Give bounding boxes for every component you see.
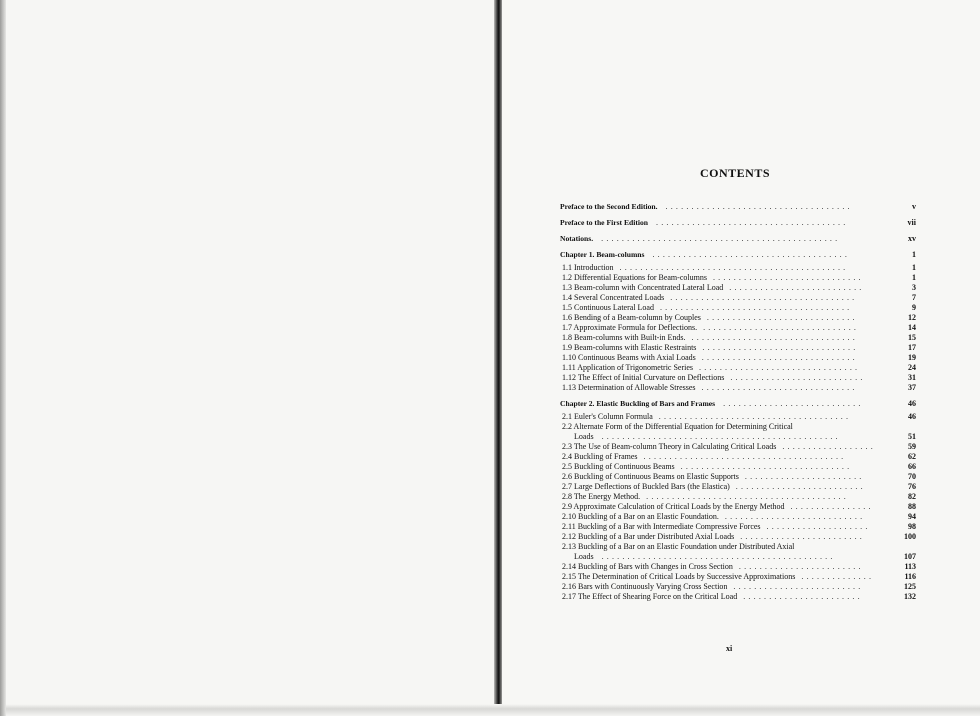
- entry-title: 1.10 Continuous Beams with Axial Loads: [562, 353, 696, 362]
- bottom-page-edge: [6, 704, 980, 716]
- entry-page-number: 12: [908, 313, 916, 322]
- entry-title: 2.3 The Use of Beam-column Theory in Calculating Critical Loads: [562, 442, 777, 451]
- section-entry: [560, 283, 916, 293]
- entry-page-number: 14: [908, 323, 916, 332]
- entry-title: 1.13 Determination of Allowable Stresses: [562, 383, 696, 392]
- section-entry: [560, 323, 916, 333]
- leader-dots: ..............................................: [601, 234, 841, 243]
- leader-dots: ........................: [740, 532, 866, 541]
- entry-page-number: 7: [912, 293, 916, 302]
- section-entry: [560, 452, 916, 462]
- leader-dots: ..........................: [729, 283, 865, 292]
- section-entry: [560, 502, 916, 512]
- blank-left-page: [6, 0, 498, 716]
- entry-title: 2.12 Buckling of a Bar under Distributed Axial Loads: [562, 532, 735, 541]
- section-entry: [560, 542, 916, 552]
- leader-dots: ......................................: [652, 250, 851, 259]
- leader-dots: ...........................: [724, 512, 866, 521]
- section-entry: [560, 522, 916, 532]
- entry-title: 2.13 Buckling of a Bar on an Elastic Foundation under Distributed Axial: [562, 542, 795, 551]
- leader-dots: ..................: [782, 442, 876, 451]
- entry-title: 2.14 Buckling of Bars with Changes in Cross Section: [562, 562, 733, 571]
- section-entry: [560, 313, 916, 323]
- entry-page-number: 24: [908, 363, 916, 372]
- entry-page-number: 46: [908, 399, 916, 408]
- section-entry: [560, 422, 916, 432]
- entry-page-number: 94: [908, 512, 916, 521]
- leader-dots: ..............................: [701, 353, 858, 362]
- entry-page-number: 62: [908, 452, 916, 461]
- entry-page-number: 46: [908, 412, 916, 421]
- entry-page-number: 19: [908, 353, 916, 362]
- entry-title: 2.10 Buckling of a Bar on an Elastic Foundation.: [562, 512, 719, 521]
- entry-title: 2.8 The Energy Method.: [562, 492, 641, 501]
- leader-dots: .......................................: [646, 492, 849, 501]
- section-entry: [560, 482, 916, 492]
- entry-page-number: 1: [912, 273, 916, 282]
- leader-dots: ........................: [738, 562, 864, 571]
- leader-dots: ....................................: [670, 293, 858, 302]
- entry-page-number: 1: [912, 250, 916, 259]
- section-entry: [560, 263, 916, 273]
- table-of-contents: [560, 202, 916, 602]
- book-gutter: [494, 0, 502, 716]
- section-entry: [560, 343, 916, 353]
- entry-page-number: v: [912, 202, 916, 211]
- section-entry: [560, 592, 916, 602]
- entry-title: 1.3 Beam-column with Concentrated Lateral Load: [562, 283, 724, 292]
- front-matter-entry: [560, 202, 916, 212]
- entry-title: Notations.: [560, 234, 594, 243]
- entry-title: Preface to the First Edition: [560, 218, 649, 227]
- entry-page-number: 100: [904, 532, 916, 541]
- entry-title: 1.7 Approximate Formula for Deflections.: [562, 323, 698, 332]
- entry-title: 1.1 Introduction: [562, 263, 614, 272]
- entry-page-number: 125: [904, 582, 916, 591]
- leader-dots: ............................................: [619, 263, 849, 272]
- leader-dots: .....................................: [656, 218, 849, 227]
- leader-dots: .....................................: [658, 412, 852, 421]
- leader-dots: ................................: [691, 333, 858, 342]
- leader-dots: .................................: [680, 462, 853, 471]
- leader-dots: ..............: [801, 572, 875, 581]
- chapter-entry: [560, 250, 916, 260]
- leader-dots: .......................: [744, 472, 865, 481]
- entry-page-number: 107: [904, 552, 916, 561]
- page-number: xi: [726, 644, 733, 653]
- entry-title: Chapter 2. Elastic Buckling of Bars and Frames: [560, 399, 716, 408]
- leader-dots: .............................: [706, 313, 858, 322]
- leader-dots: .....................................: [659, 303, 853, 312]
- entry-page-number: 113: [904, 562, 916, 571]
- section-entry: [560, 572, 916, 582]
- entry-page-number: 37: [908, 383, 916, 392]
- section-entry: [560, 462, 916, 472]
- leader-dots: ..........................: [730, 373, 866, 382]
- section-entry: [560, 363, 916, 373]
- section-entry: [560, 492, 916, 502]
- entry-title: 2.16 Bars with Continuously Varying Cross Section: [562, 582, 728, 591]
- section-entry: [560, 582, 916, 592]
- leader-dots: ....................................: [665, 202, 853, 211]
- front-matter-entry: [560, 234, 916, 244]
- entry-title: 1.12 The Effect of Initial Curvature on Deflections: [562, 373, 725, 382]
- entry-page-number: vii: [907, 218, 916, 227]
- leader-dots: ..............................: [702, 343, 859, 352]
- section-entry: [560, 552, 916, 562]
- leader-dots: ...............................: [699, 363, 861, 372]
- entry-page-number: 51: [908, 432, 916, 441]
- entry-title: Preface to the Second Edition.: [560, 202, 658, 211]
- leader-dots: .........................: [735, 482, 866, 491]
- entry-page-number: 70: [908, 472, 916, 481]
- entry-title: 2.15 The Determination of Critical Loads by Successive Approximations: [562, 572, 796, 581]
- entry-page-number: 15: [908, 333, 916, 342]
- entry-title: 1.9 Beam-columns with Elastic Restraints: [562, 343, 697, 352]
- entry-page-number: 3: [912, 283, 916, 292]
- entry-title: 2.5 Buckling of Continuous Beams: [562, 462, 675, 471]
- entry-page-number: 116: [904, 572, 916, 581]
- entry-title: 2.1 Euler's Column Formula: [562, 412, 653, 421]
- entry-title: 2.6 Buckling of Continuous Beams on Elastic Supports: [562, 472, 739, 481]
- leader-dots: ....................: [766, 522, 871, 531]
- contents-title: CONTENTS: [700, 166, 771, 180]
- leader-dots: .............................................: [601, 552, 836, 561]
- entry-page-number: 98: [908, 522, 916, 531]
- entry-title: 1.8 Beam-columns with Built-in Ends.: [562, 333, 686, 342]
- entry-page-number: 76: [908, 482, 916, 491]
- entry-title: 1.4 Several Concentrated Loads: [562, 293, 665, 302]
- section-entry: [560, 412, 916, 422]
- entry-page-number: xv: [908, 234, 916, 243]
- section-entry: [560, 373, 916, 383]
- entry-title: Loads: [574, 432, 594, 441]
- entry-page-number: 17: [908, 343, 916, 352]
- leader-dots: ................: [790, 502, 874, 511]
- section-entry: [560, 273, 916, 283]
- entry-title: 1.5 Continuous Lateral Load: [562, 303, 654, 312]
- leader-dots: ...........................: [723, 399, 864, 408]
- entry-title: 2.17 The Effect of Shearing Force on the Critical Load: [562, 592, 738, 601]
- entry-title: 2.9 Approximate Calculation of Critical Loads by the Energy Method: [562, 502, 785, 511]
- entry-title: 2.4 Buckling of Frames: [562, 452, 638, 461]
- entry-page-number: 9: [912, 303, 916, 312]
- leader-dots: ..............................: [701, 383, 858, 392]
- section-entry: [560, 432, 916, 442]
- entry-page-number: 1: [912, 263, 916, 272]
- entry-title: Chapter 1. Beam-columns: [560, 250, 645, 259]
- section-entry: [560, 442, 916, 452]
- section-entry: [560, 532, 916, 542]
- section-entry: [560, 353, 916, 363]
- entry-title: 1.11 Application of Trigonometric Series: [562, 363, 694, 372]
- entry-title: 2.7 Large Deflections of Buckled Bars (the Elastica): [562, 482, 730, 491]
- leader-dots: .......................: [743, 592, 863, 601]
- entry-page-number: 88: [908, 502, 916, 511]
- section-entry: [560, 303, 916, 313]
- leader-dots: ..............................: [703, 323, 860, 332]
- entry-page-number: 66: [908, 462, 916, 471]
- section-entry: [560, 562, 916, 572]
- entry-page-number: 59: [908, 442, 916, 451]
- leader-dots: .............................: [712, 273, 864, 282]
- entry-title: 1.2 Differential Equations for Beam-columns: [562, 273, 707, 282]
- leader-dots: ..............................................: [601, 432, 841, 441]
- entry-page-number: 82: [908, 492, 916, 501]
- entry-page-number: 132: [904, 592, 916, 601]
- chapter-entry: [560, 399, 916, 409]
- section-entry: [560, 333, 916, 343]
- entry-title: 1.6 Bending of a Beam-column by Couples: [562, 313, 701, 322]
- leader-dots: .......................................: [643, 452, 847, 461]
- front-matter-entry: [560, 218, 916, 228]
- section-entry: [560, 472, 916, 482]
- entry-title: 2.2 Alternate Form of the Differential Equation for Determining Critical: [562, 422, 793, 431]
- entry-title: 2.11 Buckling of a Bar with Intermediate Compressive Forces: [562, 522, 761, 531]
- leader-dots: .........................: [733, 582, 864, 591]
- section-entry: [560, 293, 916, 303]
- section-entry: [560, 383, 916, 393]
- section-entry: [560, 512, 916, 522]
- entry-page-number: 31: [908, 373, 916, 382]
- entry-title: Loads: [574, 552, 594, 561]
